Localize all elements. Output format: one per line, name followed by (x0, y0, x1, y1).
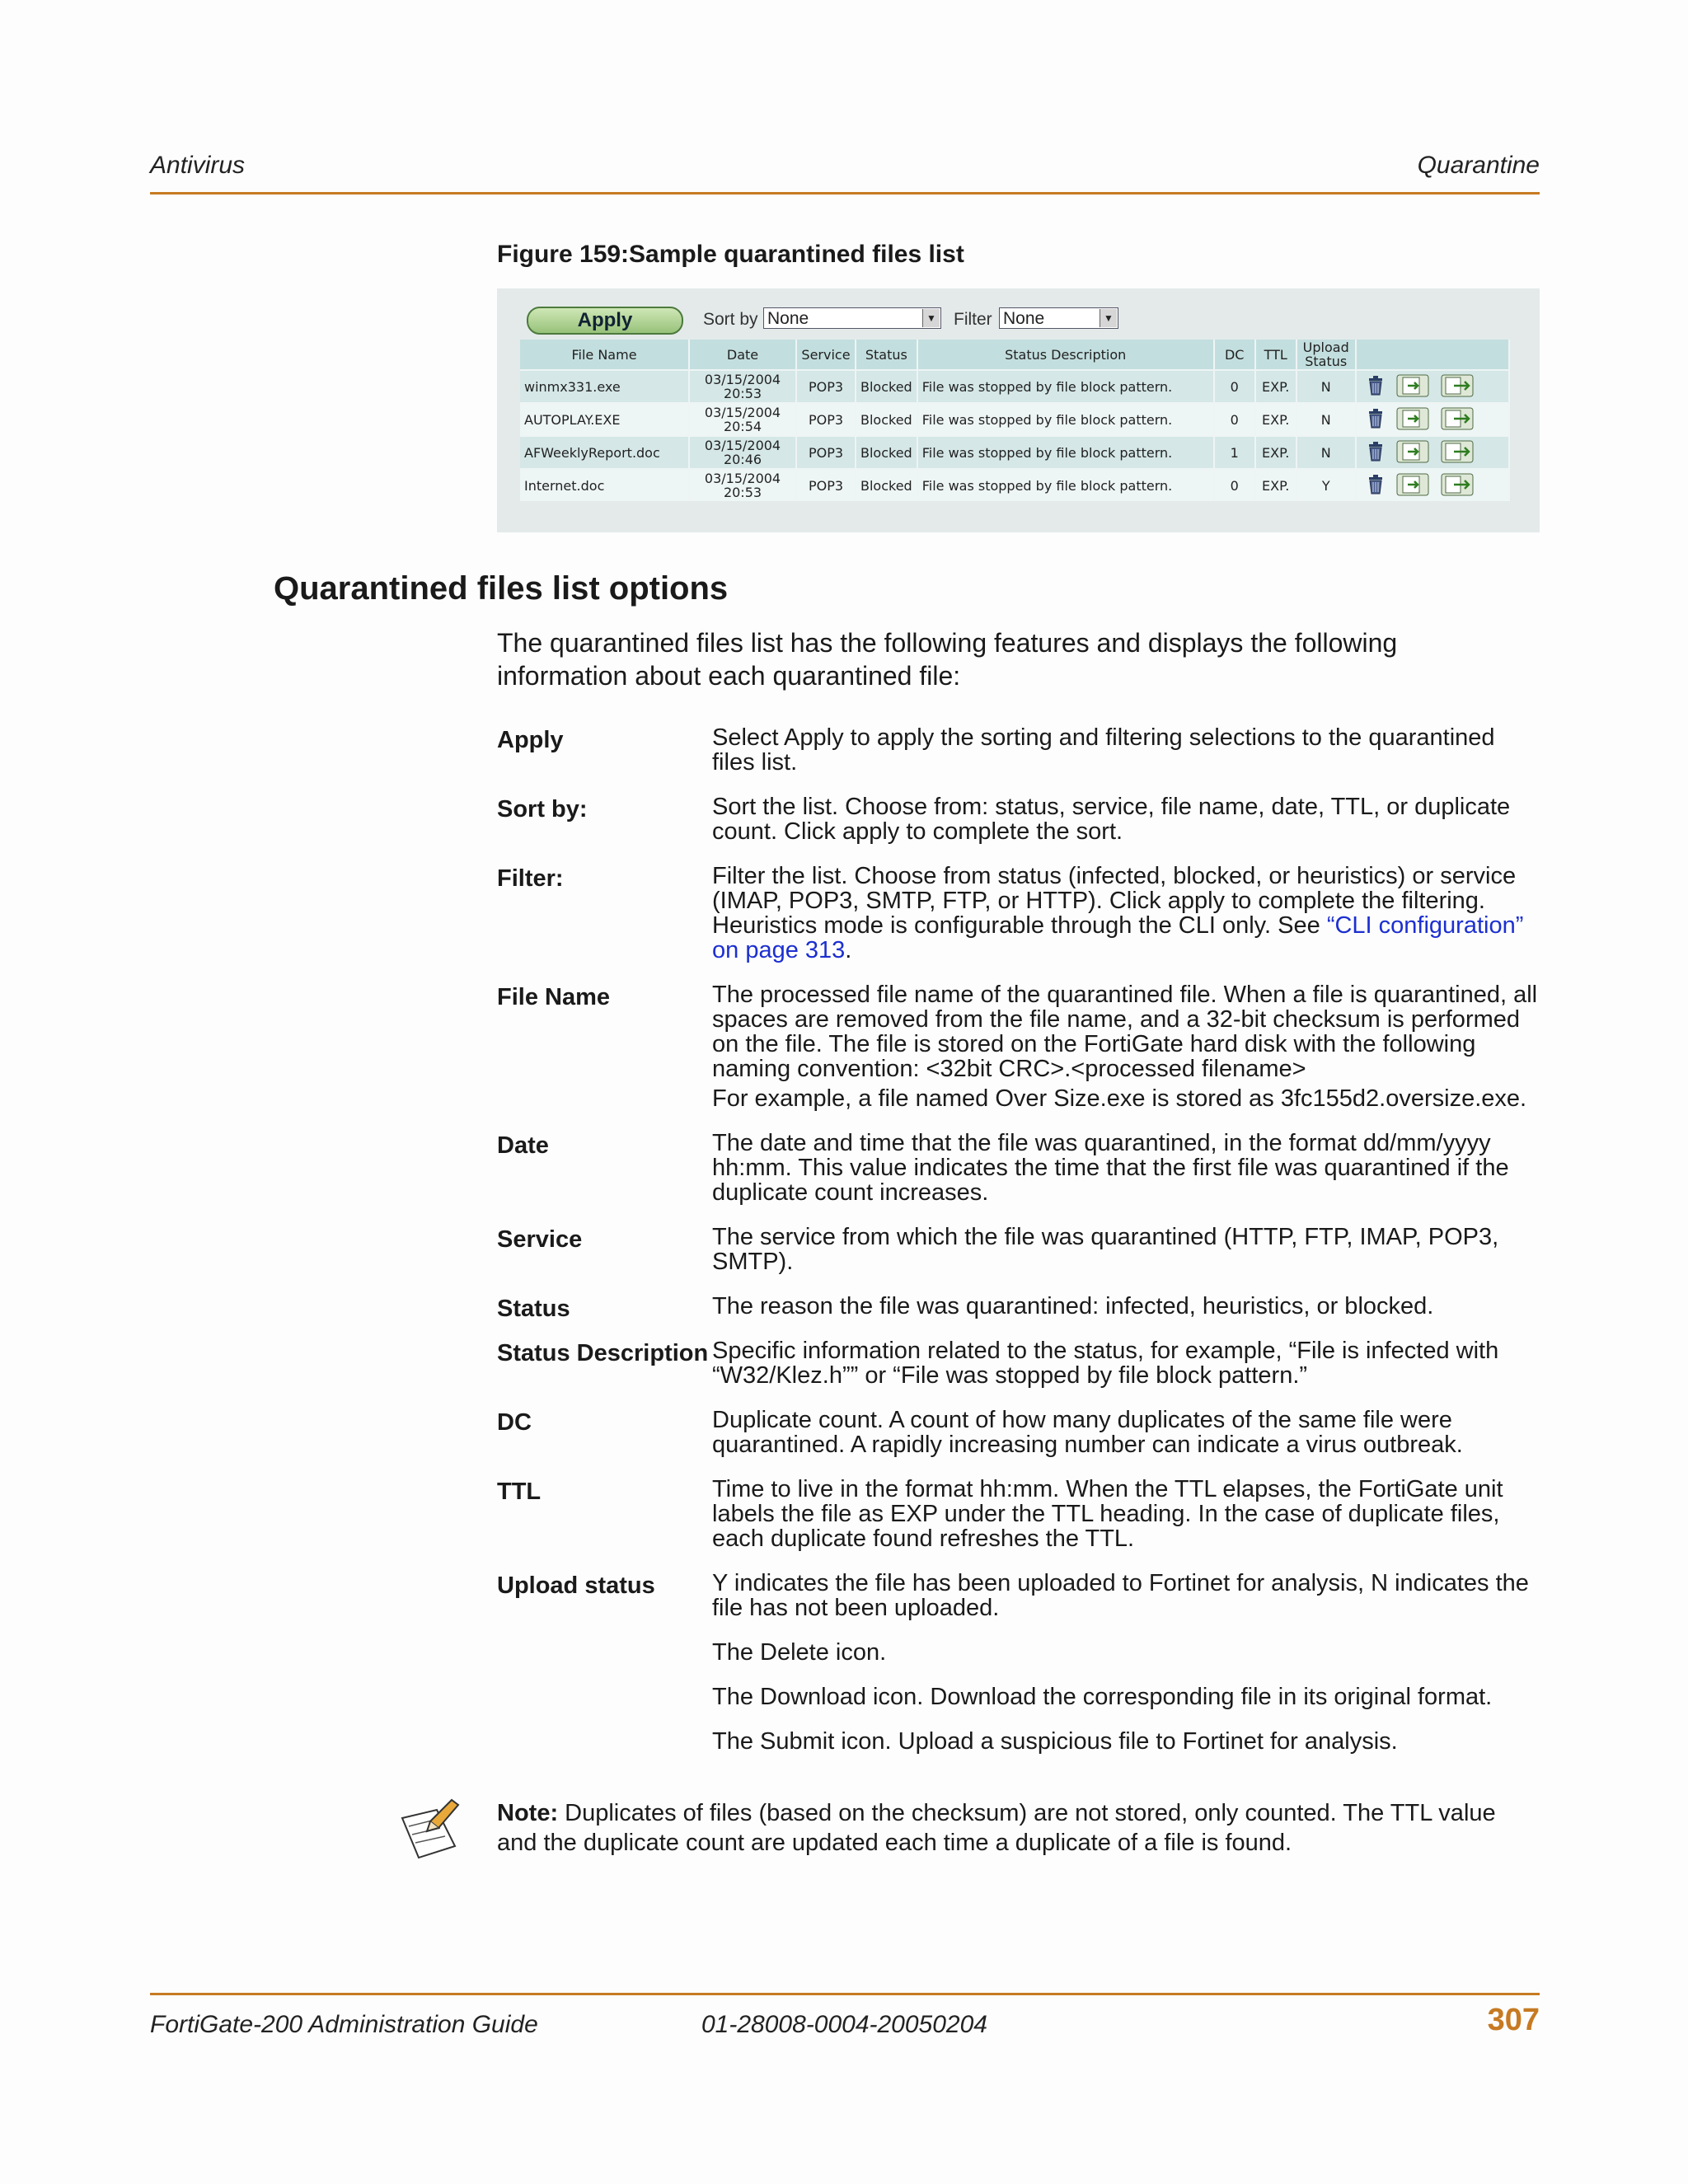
description-text (712, 1408, 1540, 1457)
dc-cell: 0 (1214, 403, 1255, 436)
description-body: Filter the list. Choose from status (infected, blocked, or heuristics) or service (IMAP, POP3, SMTP, FTP, or HTTP). Click apply to complete the filtering. Heuristics mode is configurable through the CLI only. See (712, 863, 1517, 939)
file-name-cell: winmx331.exe (520, 370, 689, 403)
footer-guide-title: FortiGate-200 Administration Guide (150, 2011, 538, 2038)
file-name-cell: AUTOPLAY.EXE (520, 403, 689, 436)
status-cell: Blocked (856, 469, 917, 501)
column-header[interactable]: Status (856, 340, 917, 370)
option-term (497, 1640, 712, 1670)
ttl-cell: EXP. (1255, 469, 1296, 501)
upload-status-cell: N (1296, 436, 1356, 469)
status-description-cell: File was stopped by file block pattern. (917, 403, 1214, 436)
dc-cell: 1 (1214, 436, 1255, 469)
description-body: The service from which the file was quarantined (HTTP, FTP, IMAP, POP3, SMTP). (712, 1224, 1499, 1275)
description-text (712, 864, 1540, 963)
description-body: The Download icon. Download the corresponding file in its original format. (712, 1684, 1493, 1710)
submit-icon[interactable] (1441, 407, 1474, 433)
option-row (497, 982, 1540, 1116)
sort-by-label: Sort by (703, 310, 758, 329)
description-text (712, 1225, 1540, 1274)
column-header[interactable]: Upload Status (1296, 340, 1356, 370)
description-example: For example, a file named Over Size.exe is stored as 3fc155d2.oversize.exe. (712, 1085, 1527, 1112)
option-term: Sort by: (497, 796, 588, 823)
cli-configuration-link[interactable]: “CLI configuration” on page 313 (712, 912, 1524, 963)
option-row (497, 725, 1540, 780)
actions-cell (1356, 370, 1509, 403)
option-term: Date (497, 1132, 549, 1159)
description-text (712, 1477, 1540, 1551)
description-body: The date and time that the file was quarantined, in the format dd/mm/yyyy hh:mm. This value indicates the time that the first file was quarantined if the duplicate count increases. (712, 1130, 1509, 1206)
description-text (712, 1729, 1540, 1754)
option-description (712, 1408, 1540, 1462)
figure-caption: Figure 159:Sample quarantined files list (497, 241, 964, 268)
note-icon (397, 1793, 467, 1864)
option-description (712, 1338, 1540, 1393)
description-text (712, 1571, 1540, 1620)
trash-icon[interactable] (1367, 376, 1385, 398)
quarantine-screenshot (497, 288, 1540, 532)
note-label: Note: (497, 1800, 559, 1826)
filter-label: Filter (954, 310, 992, 329)
option-description (712, 1640, 1540, 1670)
sort-by-select[interactable] (763, 307, 941, 329)
column-header[interactable]: TTL (1255, 340, 1296, 370)
service-cell: POP3 (796, 469, 856, 501)
status-description-cell: File was stopped by file block pattern. (917, 469, 1214, 501)
submit-icon[interactable] (1441, 374, 1474, 400)
description-text (712, 1338, 1540, 1388)
option-term: Status (497, 1296, 570, 1322)
option-row (497, 1729, 1540, 1759)
actions-column-header (1356, 340, 1509, 370)
option-row (497, 1477, 1540, 1556)
time-value: 20:54 (723, 419, 762, 434)
description-body: Sort the list. Choose from: status, service, file name, date, TTL, or duplicate count. Click apply to complete the sort. (712, 794, 1511, 845)
trash-icon[interactable] (1367, 475, 1385, 497)
time-value: 20:46 (723, 452, 762, 467)
column-header[interactable]: DC (1214, 340, 1255, 370)
status-description-cell: File was stopped by file block pattern. (917, 370, 1214, 403)
option-term: DC (497, 1409, 532, 1436)
download-icon[interactable] (1396, 473, 1429, 499)
service-cell: POP3 (796, 370, 856, 403)
description-body: The processed file name of the quarantined file. When a file is quarantined, all spaces are removed from the file name, and a 32-bit checksum is performed on the file. The file is stored on the FortiGate hard disk with the following naming convention: <32bit CRC>.<processed filename> (712, 982, 1538, 1082)
description-body: Duplicate count. A count of how many duplicates of the same file were quarantined. A rapidly increasing number can indicate a virus outbreak. (712, 1407, 1463, 1458)
trash-icon[interactable] (1367, 409, 1385, 431)
actions-cell (1356, 469, 1509, 501)
running-header-left: Antivirus (150, 152, 246, 179)
quarantined-files-table (520, 340, 1510, 501)
option-description (712, 1225, 1540, 1279)
header-rule (150, 192, 1540, 194)
description-text (712, 725, 1540, 775)
dc-cell: 0 (1214, 370, 1255, 403)
actions-cell (1356, 436, 1509, 469)
apply-button[interactable]: Apply (527, 307, 683, 335)
option-description (712, 725, 1540, 780)
column-header[interactable]: File Name (520, 340, 689, 370)
description-text (712, 794, 1540, 844)
option-term: Upload status (497, 1572, 655, 1599)
footer-rule (150, 1993, 1540, 1995)
option-term: Apply (497, 727, 564, 753)
sort-by-value: None (767, 309, 809, 328)
description-body: Y indicates the file has been uploaded to Fortinet for analysis, N indicates the file has not been uploaded. (712, 1570, 1529, 1621)
status-cell: Blocked (856, 436, 917, 469)
option-term: TTL (497, 1479, 542, 1505)
date-value: 03/15/2004 (704, 438, 781, 453)
option-description (712, 1571, 1540, 1625)
download-icon[interactable] (1396, 407, 1429, 433)
list-toolbar (527, 307, 1532, 335)
option-row (497, 1571, 1540, 1625)
table-row (520, 436, 1509, 469)
status-cell: Blocked (856, 403, 917, 436)
option-description (712, 982, 1540, 1116)
option-description (712, 1685, 1540, 1714)
time-value: 20:53 (723, 386, 762, 401)
option-term: Filter: (497, 865, 564, 892)
upload-status-cell: N (1296, 403, 1356, 436)
page-number: 307 (1487, 2003, 1540, 2037)
date-value: 03/15/2004 (704, 405, 781, 420)
option-row (497, 1685, 1540, 1714)
option-row (497, 1408, 1540, 1462)
description-text (712, 1640, 1540, 1665)
upload-status-cell: Y (1296, 469, 1356, 501)
section-title: Quarantined files list options (274, 570, 729, 607)
description-text (712, 1131, 1540, 1205)
date-cell (689, 370, 796, 403)
option-description (712, 794, 1540, 849)
option-row (497, 794, 1540, 849)
option-description (712, 1294, 1540, 1324)
column-header[interactable]: Status Description (917, 340, 1214, 370)
option-row (497, 864, 1540, 968)
option-term: File Name (497, 984, 610, 1010)
description-body: The Submit icon. Upload a suspicious file to Fortinet for analysis. (712, 1728, 1398, 1755)
filter-value: None (1003, 309, 1045, 328)
description-text (712, 1685, 1540, 1709)
option-row (497, 1338, 1540, 1393)
option-term (497, 1685, 712, 1714)
options-list (497, 725, 1540, 1774)
date-cell (689, 436, 796, 469)
date-cell (689, 469, 796, 501)
column-header[interactable]: Service (796, 340, 856, 370)
description-text (712, 982, 1540, 1081)
dc-cell: 0 (1214, 469, 1255, 501)
option-row (497, 1131, 1540, 1210)
description-body: The Delete icon. (712, 1639, 887, 1666)
chevron-down-icon: ▼ (1100, 309, 1117, 327)
ttl-cell: EXP. (1255, 403, 1296, 436)
option-term: Service (497, 1226, 583, 1253)
description-body: The reason the file was quarantined: infected, heuristics, or blocked. (712, 1293, 1434, 1319)
ttl-cell: EXP. (1255, 436, 1296, 469)
option-term: Status Description (497, 1340, 709, 1366)
option-term (497, 1729, 712, 1759)
file-name-cell: AFWeeklyReport.doc (520, 436, 689, 469)
submit-icon[interactable] (1441, 473, 1474, 499)
service-cell: POP3 (796, 436, 856, 469)
trash-icon[interactable] (1367, 442, 1385, 464)
service-cell: POP3 (796, 403, 856, 436)
running-header-right: Quarantine (1417, 152, 1540, 179)
date-cell (689, 403, 796, 436)
note-paragraph (497, 1798, 1540, 1858)
status-cell: Blocked (856, 370, 917, 403)
upload-status-cell: N (1296, 370, 1356, 403)
ttl-cell: EXP. (1255, 370, 1296, 403)
option-row (497, 1225, 1540, 1279)
time-value: 20:53 (723, 485, 762, 500)
option-description (712, 1131, 1540, 1210)
description-text (712, 1294, 1540, 1319)
option-description (712, 1477, 1540, 1556)
table-row (520, 370, 1509, 403)
date-value: 03/15/2004 (704, 372, 781, 387)
description-body: Select Apply to apply the sorting and filtering selections to the quarantined files list. (712, 724, 1495, 776)
column-header[interactable]: Date (689, 340, 796, 370)
filter-select[interactable] (999, 307, 1118, 329)
status-description-cell: File was stopped by file block pattern. (917, 436, 1214, 469)
option-description (712, 864, 1540, 968)
download-icon[interactable] (1396, 374, 1429, 400)
submit-icon[interactable] (1441, 440, 1474, 466)
option-row (497, 1640, 1540, 1670)
option-row (497, 1294, 1540, 1324)
table-header-row (520, 340, 1509, 370)
chevron-down-icon: ▼ (922, 309, 940, 327)
option-description (712, 1729, 1540, 1759)
actions-cell (1356, 403, 1509, 436)
download-icon[interactable] (1396, 440, 1429, 466)
date-value: 03/15/2004 (704, 471, 781, 486)
intro-paragraph: The quarantined files list has the following features and displays the following information about each quarantined file: (497, 628, 1398, 691)
table-row (520, 469, 1509, 501)
description-end: . (845, 937, 852, 963)
file-name-cell: Internet.doc (520, 469, 689, 501)
note-text: Duplicates of files (based on the checksum) are not stored, only counted. The TTL value and the duplicate count are updated each time a duplicate of a file is found. (497, 1800, 1496, 1856)
footer-doc-id: 01-28008-0004-20050204 (701, 2011, 987, 2038)
description-body: Time to live in the format hh:mm. When the TTL elapses, the FortiGate unit labels the file as EXP under the TTL heading. In the case of duplicate files, each duplicate found refreshes the TTL. (712, 1476, 1503, 1552)
table-row (520, 403, 1509, 436)
description-body: Specific information related to the status, for example, “File is infected with “W32/Klez.h”” or “File was stopped by file block pattern.” (712, 1338, 1499, 1389)
